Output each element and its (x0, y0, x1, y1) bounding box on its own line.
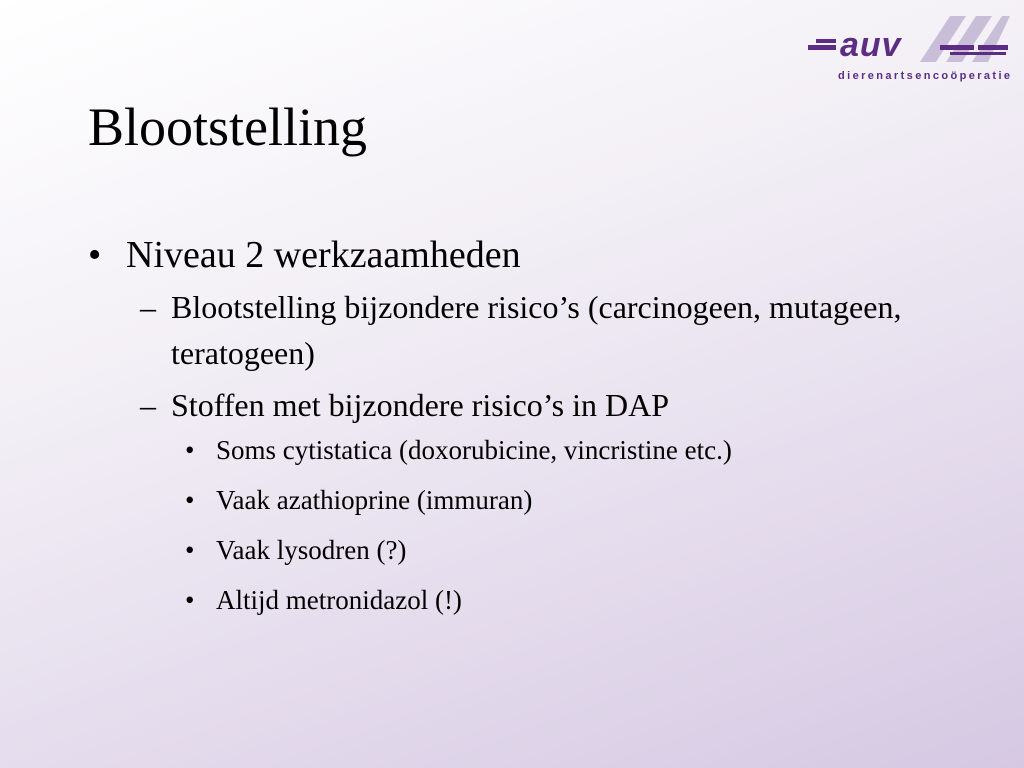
auv-logo-mark (800, 12, 1012, 68)
slide-title: Blootstelling (88, 97, 368, 157)
dash-marker: – (140, 387, 156, 423)
sub-bullet-text: Stoffen met bijzondere risico’s in DAP (171, 387, 669, 423)
sub-bullet-item (140, 382, 931, 428)
sub-sub-bullet-item (185, 534, 948, 566)
sub-sub-bullet-text: Soms cytistatica (doxorubicine, vincristine etc.) (216, 435, 732, 465)
bullet-text: Niveau 2 werkzaamheden (126, 234, 521, 276)
sub-bullet-item (140, 284, 931, 376)
bullet-item (88, 232, 948, 278)
dash-marker: – (140, 289, 156, 325)
sub-bullet-text: Blootstelling bijzondere risico’s (carcinogeen, mutageen, teratogeen) (171, 289, 902, 371)
logo-tagline: dierenartsencoöperatie (838, 70, 1013, 82)
bullet-marker: • (185, 535, 195, 565)
auv-logo (800, 12, 1012, 92)
auv-logo-letters: auv (840, 26, 902, 64)
bullet-marker: • (88, 234, 102, 276)
sub-sub-bullet-item (185, 434, 948, 466)
sub-sub-bullet-item (185, 484, 948, 516)
sub-sub-bullet-text: Vaak azathioprine (immuran) (216, 485, 533, 515)
sub-sub-bullet-text: Vaak lysodren (?) (216, 535, 407, 565)
bullet-marker: • (185, 585, 195, 615)
bullet-marker: • (185, 435, 195, 465)
sub-sub-bullet-item (185, 584, 948, 616)
sub-sub-bullet-text: Altijd metronidazol (!) (216, 585, 462, 615)
bullet-marker: • (185, 485, 195, 515)
slide-content (88, 232, 948, 634)
